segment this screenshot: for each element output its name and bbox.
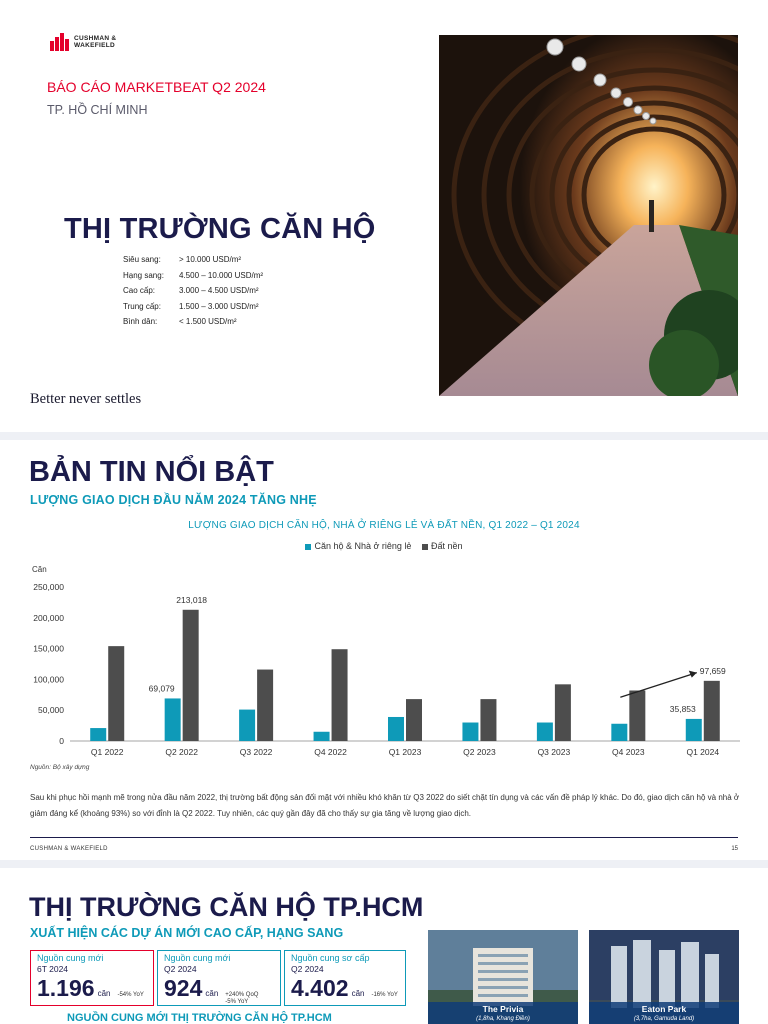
kpi-unit: căn: [97, 989, 111, 998]
bar-land: [480, 699, 496, 741]
market-subtitle: XUẤT HIỆN CÁC DỰ ÁN MỚI CAO CẤP, HẠNG SANG: [30, 926, 344, 940]
kpi-change-line: -5% YoY: [225, 999, 249, 1005]
project-detail: (3,7ha, Gamuda Land): [633, 1016, 695, 1022]
brand-logo-icon: [50, 33, 70, 51]
kpi-label: Nguồn cung mới: [164, 953, 231, 963]
x-tick-label: Q2 2023: [463, 747, 496, 757]
chart-title: LƯỢNG GIAO DỊCH CĂN HỘ, NHÀ Ở RIÊNG LẺ VÀ ĐẤT NỀN, Q1 2022 – Q1 2024: [188, 520, 580, 531]
tier-row: [123, 283, 263, 299]
x-tick-label: Q3 2022: [239, 747, 273, 757]
tier-name: Trung cấp:: [123, 301, 161, 311]
bar-land: [108, 646, 124, 741]
project-label: [589, 1002, 739, 1024]
trend-arrow-head-icon: [689, 671, 697, 678]
bulletin-subtitle: LƯỢNG GIAO DỊCH ĐẦU NĂM 2024 TĂNG NHẸ: [30, 493, 317, 507]
bar-apartments: [686, 719, 702, 741]
kpi-change: [225, 992, 258, 1006]
bar-land: [629, 690, 645, 741]
bar-land: [257, 670, 273, 741]
trend-arrow-icon: [620, 673, 696, 698]
brand-tagline: Better never settles: [30, 391, 142, 407]
bar-land: [704, 681, 720, 741]
transaction-chart: [0, 550, 768, 760]
tier-name: Hạng sang:: [123, 270, 164, 280]
bar-land: [555, 684, 571, 741]
y-axis-label: Căn: [32, 565, 47, 574]
kpi-label: Nguồn cung mới: [37, 953, 104, 963]
x-tick-label: Q1 2022: [90, 747, 124, 757]
tier-range: 4.500 – 10.000 USD/m²: [179, 270, 264, 280]
bulletin-section: [0, 440, 768, 860]
kpi-change-line: -54% YoY: [117, 992, 144, 998]
kpi-row: [291, 975, 399, 1002]
bar-apartments: [537, 723, 553, 741]
x-tick-label: Q1 2024: [686, 747, 720, 757]
data-label: 97,659: [699, 665, 726, 676]
kpi-card: [157, 950, 281, 1006]
kpi-period: Q2 2024: [164, 964, 197, 974]
kpi-period: Q2 2024: [291, 964, 324, 974]
x-tick-label: Q1 2023: [388, 747, 422, 757]
kpi-value: 1.196: [37, 975, 95, 1001]
tier-range: < 1.500 USD/m²: [179, 317, 237, 327]
tier-name: Siêu sang:: [123, 255, 161, 265]
bar-apartments: [165, 698, 181, 741]
footer-brand: CUSHMAN & WAKEFIELD: [30, 846, 108, 852]
project-detail: (1,8ha, Khang Điền): [476, 1016, 530, 1022]
chart-source: Nguồn: Bộ xây dựng: [30, 764, 90, 771]
project-card-eaton-park: [589, 930, 739, 1024]
y-tick-label: 200,000: [33, 612, 64, 623]
data-label: 35,853: [669, 703, 696, 714]
kpi-unit: căn: [205, 989, 219, 998]
cover-section: [0, 0, 768, 432]
x-tick-label: Q4 2023: [612, 747, 645, 757]
brand-logo: [50, 33, 116, 51]
kpi-value: 4.402: [291, 975, 349, 1001]
tunnel-photo: [439, 35, 738, 396]
y-tick-label: 0: [59, 736, 64, 746]
data-label: 69,079: [148, 683, 175, 694]
market-title: THỊ TRƯỜNG CĂN HỘ TP.HCM: [29, 892, 424, 922]
bar-apartments: [462, 723, 478, 741]
kpi-change: [371, 992, 397, 999]
kpi-change-line: -16% YoY: [371, 992, 398, 998]
kpi-unit: căn: [351, 989, 365, 998]
y-tick-label: 50,000: [38, 705, 64, 716]
bar-apartments: [90, 728, 106, 741]
bar-land: [406, 699, 422, 741]
project-name: The Privia: [482, 1004, 524, 1014]
price-tier-list: [123, 252, 263, 330]
bar-apartments: [314, 732, 330, 741]
supply-chart-heading: NGUỒN CUNG MỚI THỊ TRƯỜNG CĂN HỘ TP.HCM: [67, 1012, 332, 1024]
brand-line-2: WAKEFIELD: [74, 42, 115, 49]
section-divider: [0, 860, 768, 868]
section-divider: [0, 432, 768, 440]
kpi-row: [164, 975, 274, 1006]
report-title: BÁO CÁO MARKETBEAT Q2 2024: [47, 79, 266, 95]
page-number: 15: [731, 846, 738, 852]
x-tick-label: Q4 2022: [314, 747, 347, 757]
bar-land: [183, 610, 199, 741]
tunnel-illustration: [439, 35, 738, 396]
kpi-card: [30, 950, 154, 1006]
legend-swatch: [422, 544, 428, 550]
y-tick-label: 150,000: [33, 643, 64, 654]
project-label: [428, 1002, 578, 1024]
data-label: 213,018: [176, 594, 208, 605]
y-tick-label: 100,000: [33, 674, 64, 685]
tier-range: 1.500 – 3.000 USD/m²: [179, 301, 259, 311]
cover-main-title: THỊ TRƯỜNG CĂN HỘ: [64, 213, 376, 245]
tier-name: Cao cấp:: [123, 286, 156, 296]
market-section: [0, 868, 768, 1024]
legend-swatch: [305, 544, 311, 550]
tier-range: 3.000 – 4.500 USD/m²: [179, 286, 259, 296]
tier-row: [123, 268, 263, 284]
brand-line-1: CUSHMAN &: [74, 35, 117, 42]
tier-row: [123, 252, 263, 268]
bar-apartments: [611, 724, 627, 741]
bar-land: [332, 649, 348, 741]
bulletin-body: Sau khi phục hồi mạnh mẽ trong nửa đầu năm 2022, thị trường bất động sản đối mặt với nhiều khó khăn từ Q3 2022 do siết chặt tín dụng và các vấn đề pháp lý khác. Do đó, giao dịch căn hộ và nhà ở giảm đáng kể (khoảng 93%) so với đỉnh là Q2 2022. Tuy nhiên, các quý gần đây đã cho thấy sự gia tăng về lượng giao dịch.: [30, 793, 740, 818]
x-tick-label: Q2 2022: [165, 747, 198, 757]
bulletin-title: BẢN TIN NỔI BẬT: [29, 456, 274, 488]
tier-row: [123, 314, 263, 330]
project-card-privia: [428, 930, 578, 1024]
kpi-value: 924: [164, 975, 203, 1001]
tier-row: [123, 299, 263, 315]
legend-label: Căn hộ & Nhà ở riêng lẻ: [314, 541, 412, 551]
bar-apartments: [239, 710, 255, 741]
footer-rule: [30, 837, 738, 838]
bar-apartments: [388, 717, 404, 741]
tier-range: > 10.000 USD/m²: [179, 255, 242, 265]
legend-label: Đất nền: [430, 541, 463, 551]
kpi-change: [117, 992, 143, 999]
tier-name: Bình dân:: [123, 317, 158, 327]
brand-logo-text: [74, 35, 116, 49]
x-tick-label: Q3 2023: [537, 747, 571, 757]
kpi-card: [284, 950, 406, 1006]
report-city: TP. HỒ CHÍ MINH: [47, 103, 148, 117]
project-name: Eaton Park: [641, 1004, 687, 1014]
kpi-change-line: +240% QoQ: [225, 992, 259, 998]
kpi-period: 6T 2024: [37, 964, 69, 974]
kpi-row: [37, 975, 147, 1002]
y-tick-label: 250,000: [33, 582, 64, 592]
kpi-label: Nguồn cung sơ cấp: [291, 953, 370, 963]
